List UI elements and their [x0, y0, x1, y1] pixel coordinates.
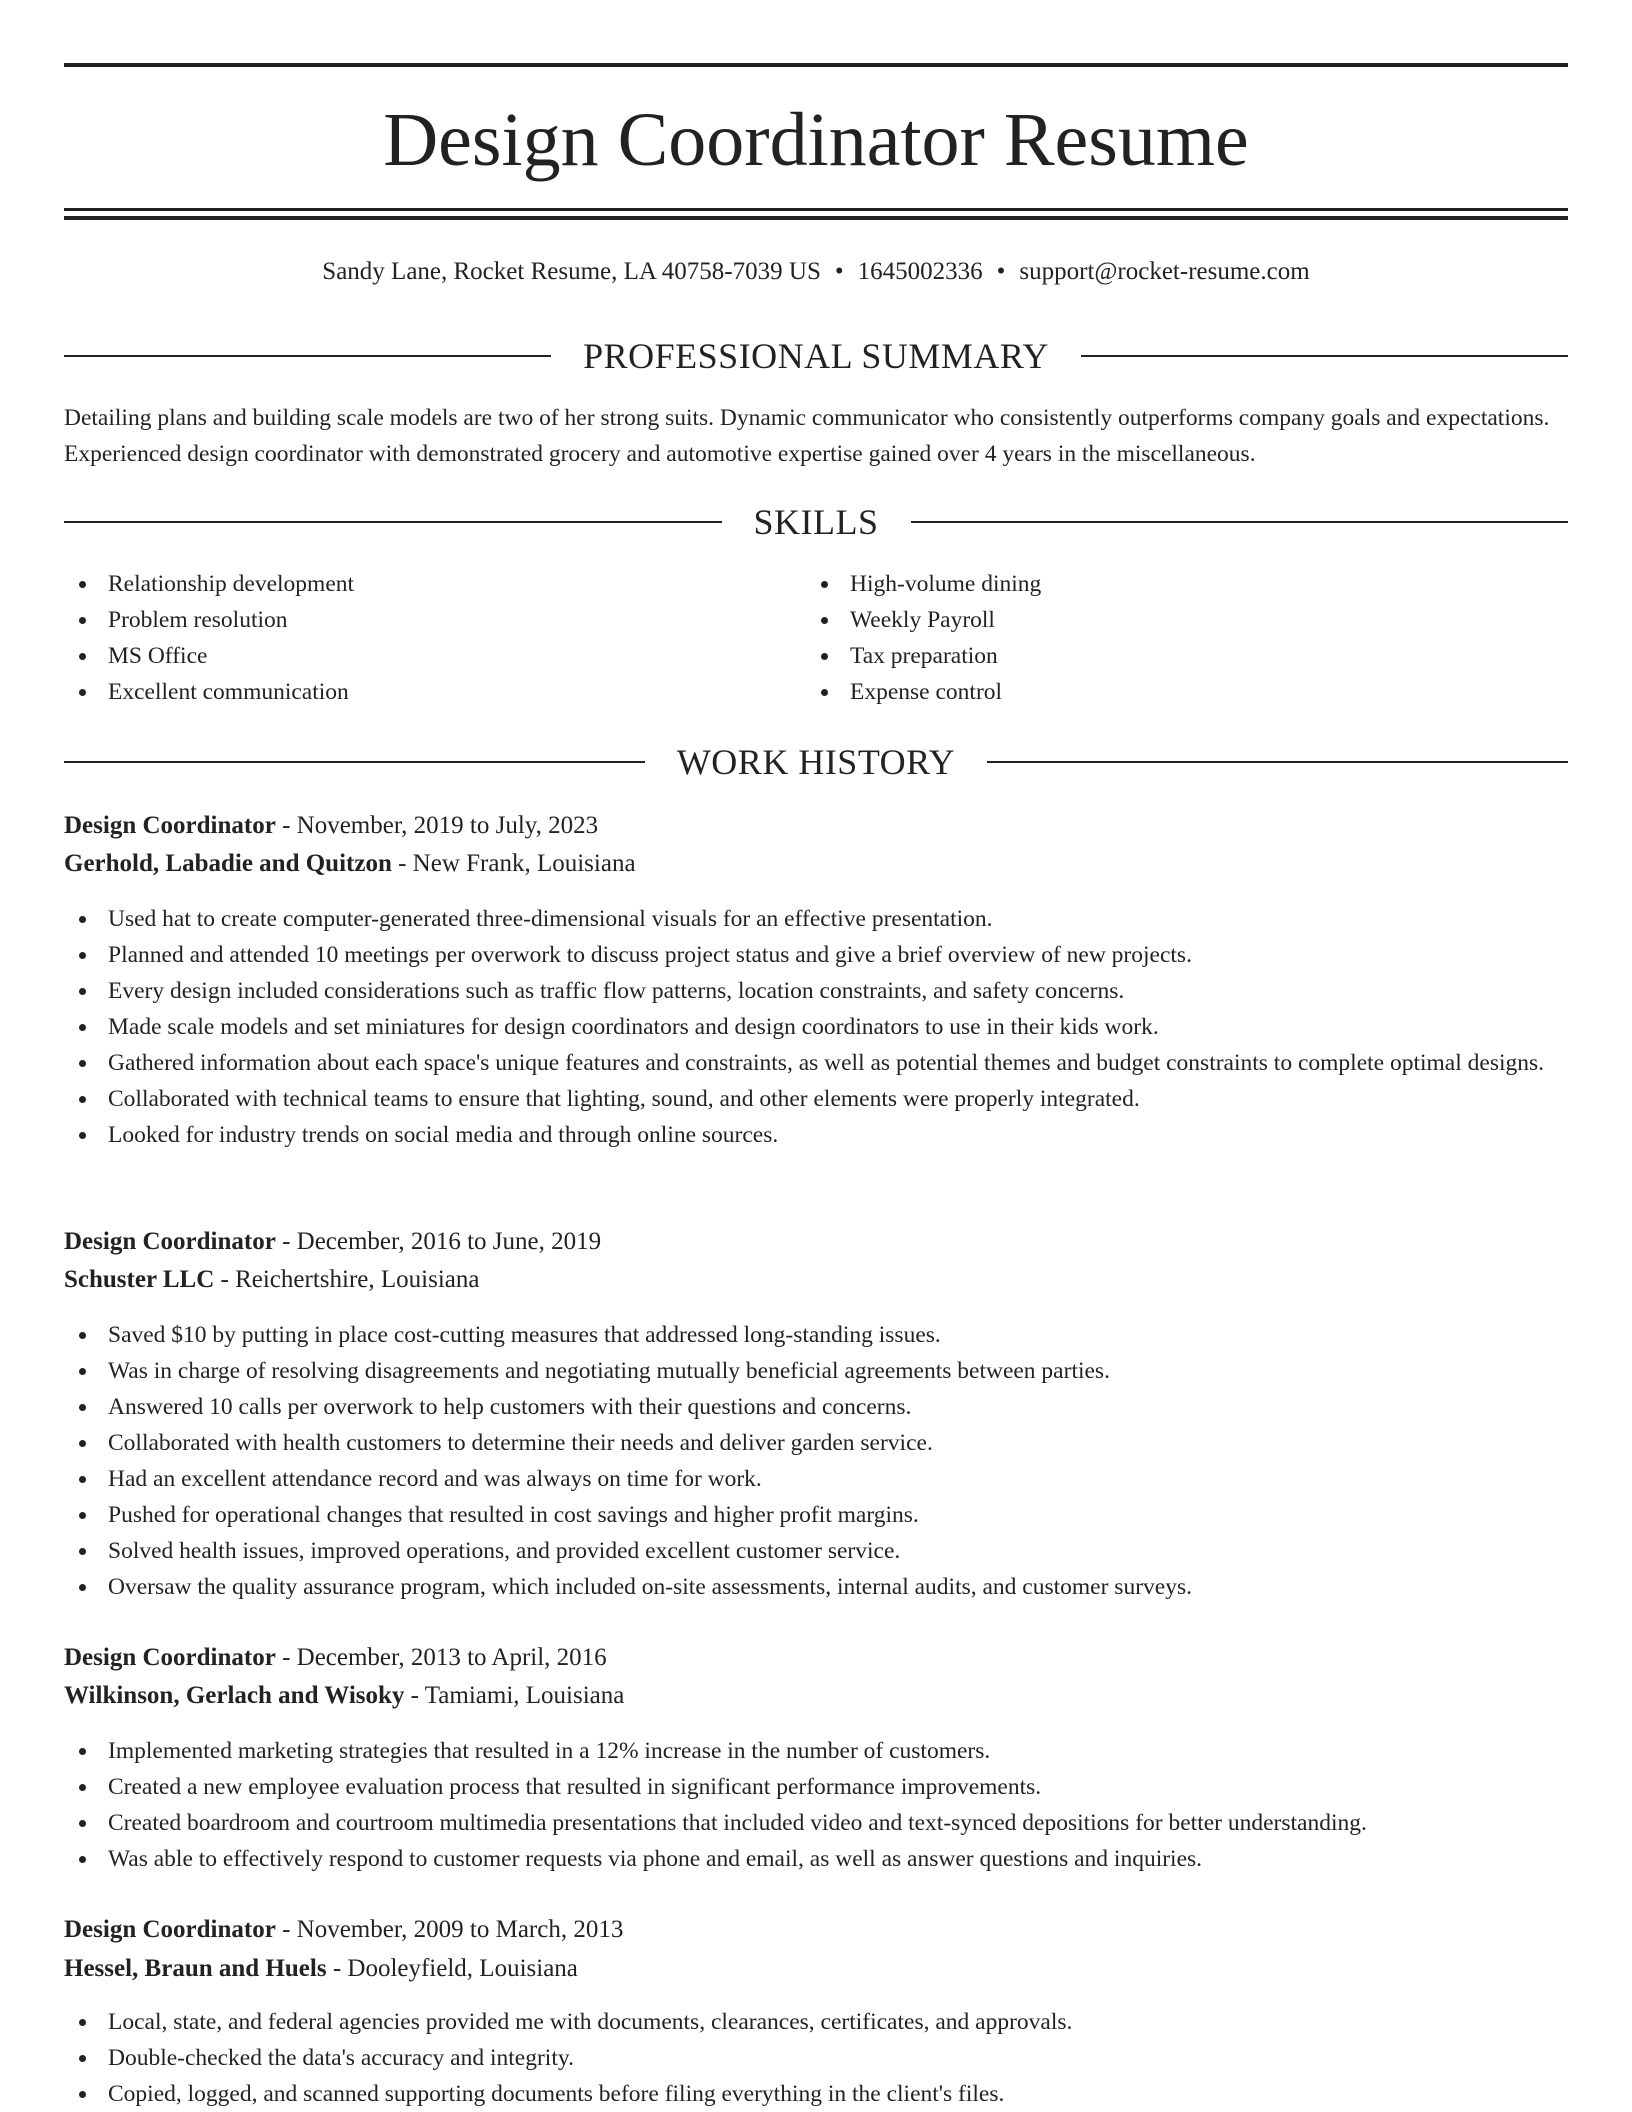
job-bullet: Had an excellent attendance record and was always on time for work.: [64, 1461, 1568, 1497]
job-title-line: [64, 1912, 1568, 1948]
job-bullet: Made scale models and set miniatures for design coordinators and design coordinators to use in their kids work.: [64, 1009, 1568, 1045]
job-bullet: Looked for industry trends on social media and through online sources.: [64, 1117, 1568, 1153]
skill-item: Excellent communication: [64, 674, 764, 710]
job-company-line: [64, 846, 1568, 882]
job-location: - Reichertshire, Louisiana: [214, 1266, 480, 1293]
top-rule: [64, 63, 1568, 67]
job-title: Design Coordinator: [64, 1644, 276, 1671]
job-bullets: [64, 2004, 1568, 2112]
heading-rule: [64, 521, 722, 523]
skill-item: High-volume dining: [806, 566, 1566, 602]
job-bullets: [64, 901, 1568, 1153]
job-title-line: [64, 1224, 1568, 1260]
skill-item: Relationship development: [64, 566, 764, 602]
contact-separator: •: [834, 258, 844, 285]
job-dates: - November, 2009 to March, 2013: [275, 1916, 624, 1943]
job-bullet: Oversaw the quality assurance program, which included on-site assessments, internal audits, and customer surveys.: [64, 1569, 1568, 1605]
job-company: Schuster LLC: [64, 1266, 215, 1293]
job-location: - Dooleyfield, Louisiana: [326, 1955, 578, 1982]
summary-text: Detailing plans and building scale models are two of her strong suits. Dynamic communicator who consistently outperforms company goals and expectations. Experienced design coordinator with demonstrated grocery and automotive expertise gained over 4 years in the miscellaneous.: [64, 405, 1550, 467]
job-dates: - November, 2019 to July, 2023: [275, 812, 599, 839]
contact-phone: 1645002336: [857, 258, 983, 285]
job-company-line: [64, 1678, 1568, 1714]
job-bullet: Implemented marketing strategies that resulted in a 12% increase in the number of customers.: [64, 1733, 1568, 1769]
summary-heading-label: PROFESSIONAL SUMMARY: [583, 336, 1049, 376]
job-title: Design Coordinator: [64, 1916, 276, 1943]
job-company: Gerhold, Labadie and Quitzon: [64, 850, 392, 877]
job-bullet: Was in charge of resolving disagreements and negotiating mutually beneficial agreements between parties.: [64, 1353, 1568, 1389]
job-bullet: Created a new employee evaluation process that resulted in significant performance improvements.: [64, 1769, 1568, 1805]
summary-heading: [64, 334, 1568, 378]
job-bullet: Collaborated with health customers to determine their needs and deliver garden service.: [64, 1425, 1568, 1461]
job-bullet: Created boardroom and courtroom multimedia presentations that included video and text-synced depositions for better understanding.: [64, 1805, 1568, 1841]
job-bullet: Answered 10 calls per overwork to help customers with their questions and concerns.: [64, 1389, 1568, 1425]
skills-heading: [64, 500, 1568, 544]
job-company-line: [64, 1262, 1568, 1298]
job-bullet: Double-checked the data's accuracy and integrity.: [64, 2040, 1568, 2076]
job-bullet: Planned and attended 10 meetings per overwork to discuss project status and give a brief overview of new projects.: [64, 937, 1568, 973]
job-bullets: [64, 1317, 1568, 1605]
job-title: Design Coordinator: [64, 1228, 276, 1255]
job-bullet: Every design included considerations such as traffic flow patterns, location constraints, and safety concerns.: [64, 973, 1568, 1009]
job-title-line: [64, 808, 1568, 844]
heading-rule: [987, 761, 1568, 763]
heading-rule: [1081, 355, 1568, 357]
job-dates: - December, 2016 to June, 2019: [275, 1228, 602, 1255]
job-bullet: Saved $10 by putting in place cost-cutting measures that addressed long-standing issues.: [64, 1317, 1568, 1353]
title-double-rule: [64, 208, 1568, 220]
job-bullet: Used hat to create computer-generated three-dimensional visuals for an effective presentation.: [64, 901, 1568, 937]
work-heading-label: WORK HISTORY: [676, 742, 956, 782]
skills-list-right: [806, 566, 1566, 710]
job-bullet: Solved health issues, improved operations, and provided excellent customer service.: [64, 1533, 1568, 1569]
job-bullet: Local, state, and federal agencies provided me with documents, clearances, certificates, and approvals.: [64, 2004, 1568, 2040]
job-bullets: [64, 1733, 1568, 1877]
heading-rule: [64, 355, 551, 357]
job-bullet: Gathered information about each space's unique features and constraints, as well as potential themes and budget constraints to complete optimal designs.: [64, 1045, 1568, 1081]
job-company-line: [64, 1951, 1568, 1987]
job-bullet: Was able to effectively respond to customer requests via phone and email, as well as answer questions and inquiries.: [64, 1841, 1568, 1877]
job-bullet: Pushed for operational changes that resulted in cost savings and higher profit margins.: [64, 1497, 1568, 1533]
contact-email: support@rocket-resume.com: [1019, 258, 1310, 285]
job-location: - New Frank, Louisiana: [391, 850, 636, 877]
job-title: Design Coordinator: [64, 812, 276, 839]
job-bullet: Collaborated with technical teams to ensure that lighting, sound, and other elements were properly integrated.: [64, 1081, 1568, 1117]
skills-list-left: [64, 566, 764, 710]
skill-item: Expense control: [806, 674, 1566, 710]
job-bullet: Copied, logged, and scanned supporting documents before filing everything in the client's files.: [64, 2076, 1568, 2112]
contact-separator: •: [996, 258, 1006, 285]
skill-item: Tax preparation: [806, 638, 1566, 674]
job-title-line: [64, 1640, 1568, 1676]
heading-rule: [911, 521, 1569, 523]
skills-heading-label: SKILLS: [753, 502, 879, 542]
skill-item: MS Office: [64, 638, 764, 674]
job-company: Hessel, Braun and Huels: [64, 1955, 327, 1982]
work-heading: [64, 740, 1568, 784]
job-location: - Tamiami, Louisiana: [404, 1682, 625, 1709]
page-title: Design Coordinator Resume: [383, 98, 1249, 182]
job-dates: - December, 2013 to April, 2016: [275, 1644, 607, 1671]
heading-rule: [64, 761, 645, 763]
skill-item: Problem resolution: [64, 602, 764, 638]
contact-line: [64, 255, 1568, 289]
contact-address: Sandy Lane, Rocket Resume, LA 40758-7039 US: [322, 258, 821, 285]
skill-item: Weekly Payroll: [806, 602, 1566, 638]
job-company: Wilkinson, Gerlach and Wisoky: [64, 1682, 405, 1709]
